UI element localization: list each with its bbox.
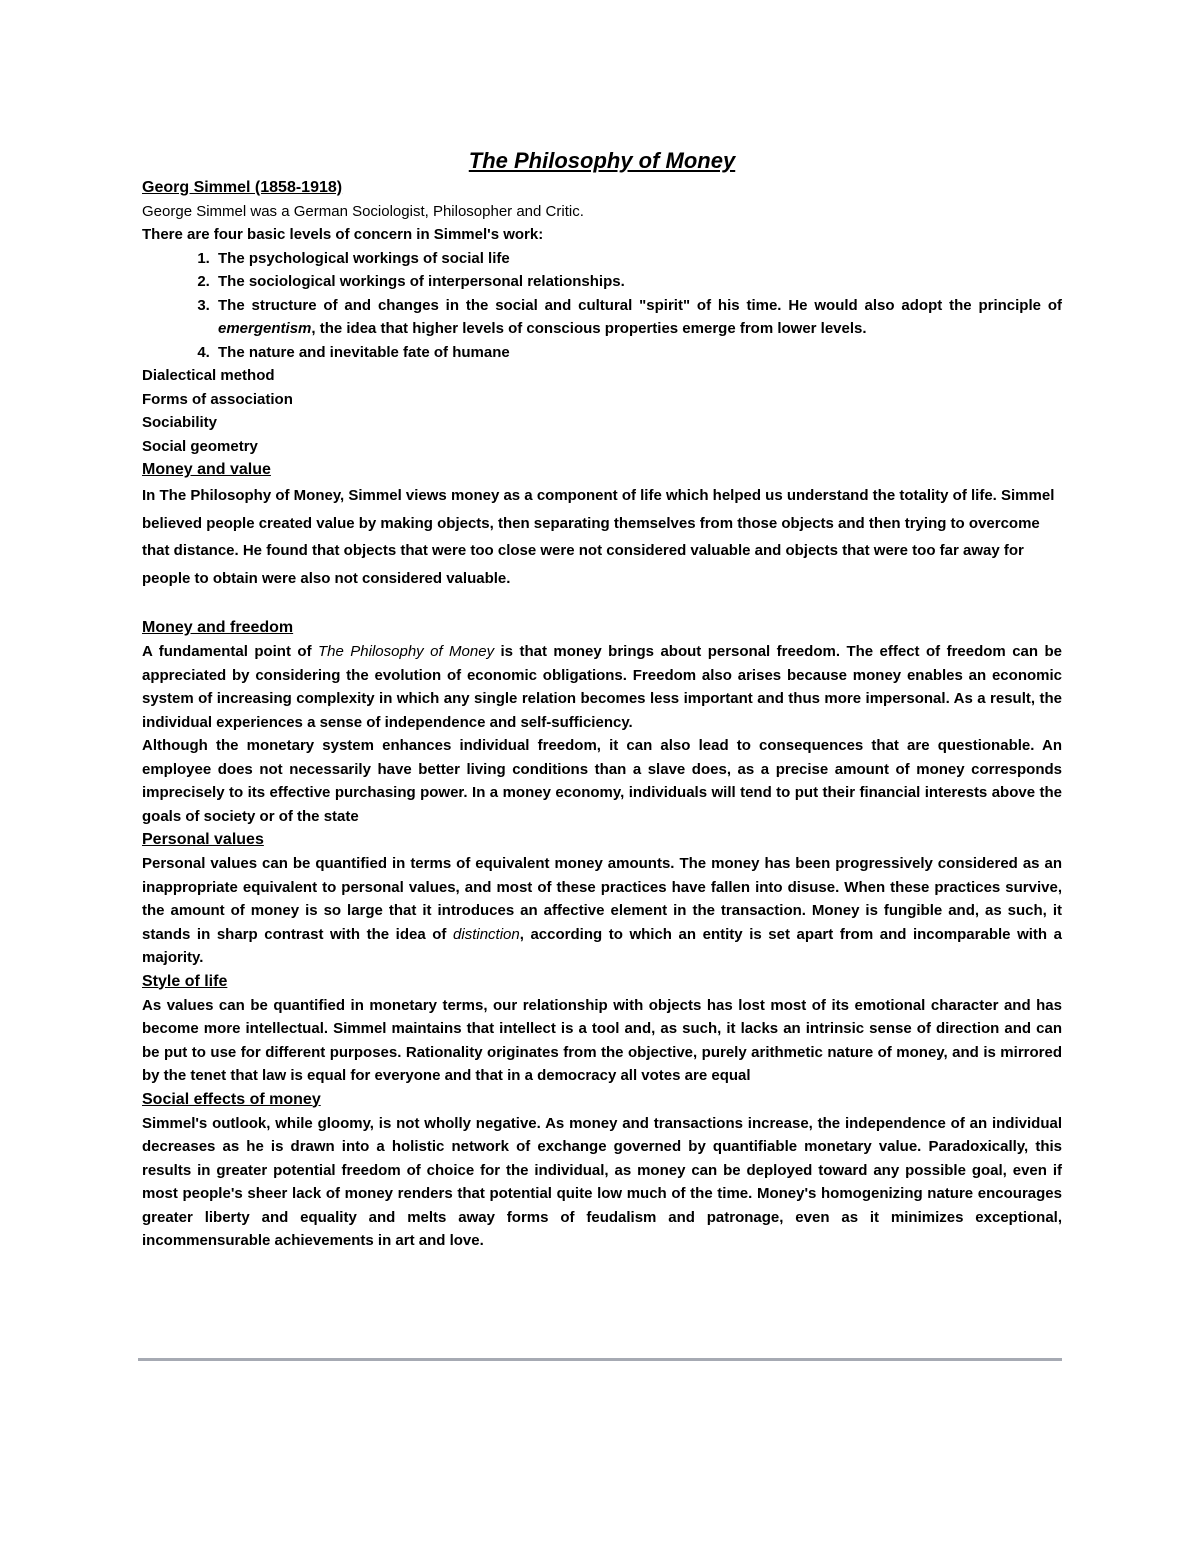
section-body-money-freedom-2: Although the monetary system enhances individual freedom, it can also lead to consequences that are questionable. An employee does not necessarily have better living conditions than a slave does, as a precise amount of money corresponds imprecisely to its effective purchasing power. In a money economy, individuals will tend to put their financial interests above the goals of society or of the state <box>142 737 1062 825</box>
section-body-style-of-life: As values can be quantified in monetary terms, our relationship with objects has lost most of its emotional character and has become more intellectual. Simmel maintains that intellect is a tool and, as such, it lacks an intrinsic sense of direction and can be put to use for different purposes. Rationality originates from the objective, purely arithmetic nature of money, and is mirrored by the tenet that law is equal for everyone and that in a democracy all votes are equal <box>142 996 1062 1084</box>
section-heading-money-freedom: Money and freedom <box>142 619 294 636</box>
section-heading-style-of-life: Style of life <box>142 972 228 990</box>
list-item: 4. The nature and inevitable fate of humane <box>214 341 1062 365</box>
section-heading-money-value: Money and value <box>142 461 271 478</box>
section-heading-social-effects: Social effects of money <box>142 1090 321 1108</box>
topic-item: Sociability <box>142 414 218 431</box>
topic-item: Forms of association <box>142 390 293 408</box>
list-item: 3. The structure of and changes in the social and cultural "spirit" of his time. He would also adopt the principle of emergentism, the idea that higher levels of conscious properties emerge from lower levels. <box>214 294 1062 341</box>
topic-item: Dialectical method <box>142 367 275 384</box>
intro-text: George Simmel was a German Sociologist, Philosopher and Critic. <box>142 203 584 220</box>
list-item: 2. The sociological workings of interpersonal relationships. <box>214 270 1062 294</box>
section-body-money-value: In The Philosophy of Money, Simmel views money as a component of life which helped us understand the totality of life. Simmel believed people created value by making objects, then separating themselves from those objects and then trying to overcome that distance. He found that objects that were too close were not considered valuable and objects that were too far away for people to obtain were also not considered valuable. <box>142 487 1055 587</box>
list-item: 1. The psychological workings of social life <box>214 247 1062 271</box>
footer-divider <box>138 1358 1062 1361</box>
document-title: The Philosophy of Money <box>468 148 736 173</box>
author-heading: Georg Simmel (1858-1918) <box>142 179 343 196</box>
section-body-social-effects: Simmel's outlook, while gloomy, is not wholly negative. As money and transactions increase, the independence of an individual decreases as he is drawn into a holistic network of exchange governed by quantifiable monetary value. Paradoxically, this results in greater potential freedom of choice for the individual, as money can be deployed toward any possible goal, even if most people's sheer lack of money renders that potential quite low much of the time. Money's homogenizing nature encourages greater liberty and equality and melts away forms of feudalism and patronage, even as it minimizes exceptional, incommensurable achievements in art and love. <box>142 1114 1062 1249</box>
spacer <box>142 592 1062 616</box>
section-body-personal-values: Personal values can be quantified in terms of equivalent money amounts. The money has been progressively considered as an inappropriate equivalent to personal values, and most of these practices have fallen into disuse. When these practices survive, the amount of money is so large that it introduces an affective element in the transaction. Money is fungible and, as such, it stands in sharp contrast with the idea of distinction, according to which an entity is set apart from and incomparable with a majority. <box>142 855 1062 966</box>
topic-item: Social geometry <box>142 437 258 455</box>
section-heading-personal-values: Personal values <box>142 831 264 848</box>
emphasis-term: emergentism <box>218 320 312 337</box>
document-page <box>142 146 1062 1253</box>
section-body-money-freedom-1: A fundamental point of The Philosophy of Money is that money brings about personal freedom. The effect of freedom can be appreciated by considering the evolution of economic obligations. Freedom also arises because money enables an economic system of increasing complexity in which any single relation becomes less important and thus more impersonal. As a result, the individual experiences a sense of independence and self-sufficiency. <box>142 643 1062 731</box>
levels-list <box>142 247 1062 365</box>
levels-intro: There are four basic levels of concern in Simmel's work: <box>142 226 544 243</box>
emphasis-title: The Philosophy of Money <box>318 643 495 660</box>
emphasis-term: distinction <box>453 925 520 943</box>
